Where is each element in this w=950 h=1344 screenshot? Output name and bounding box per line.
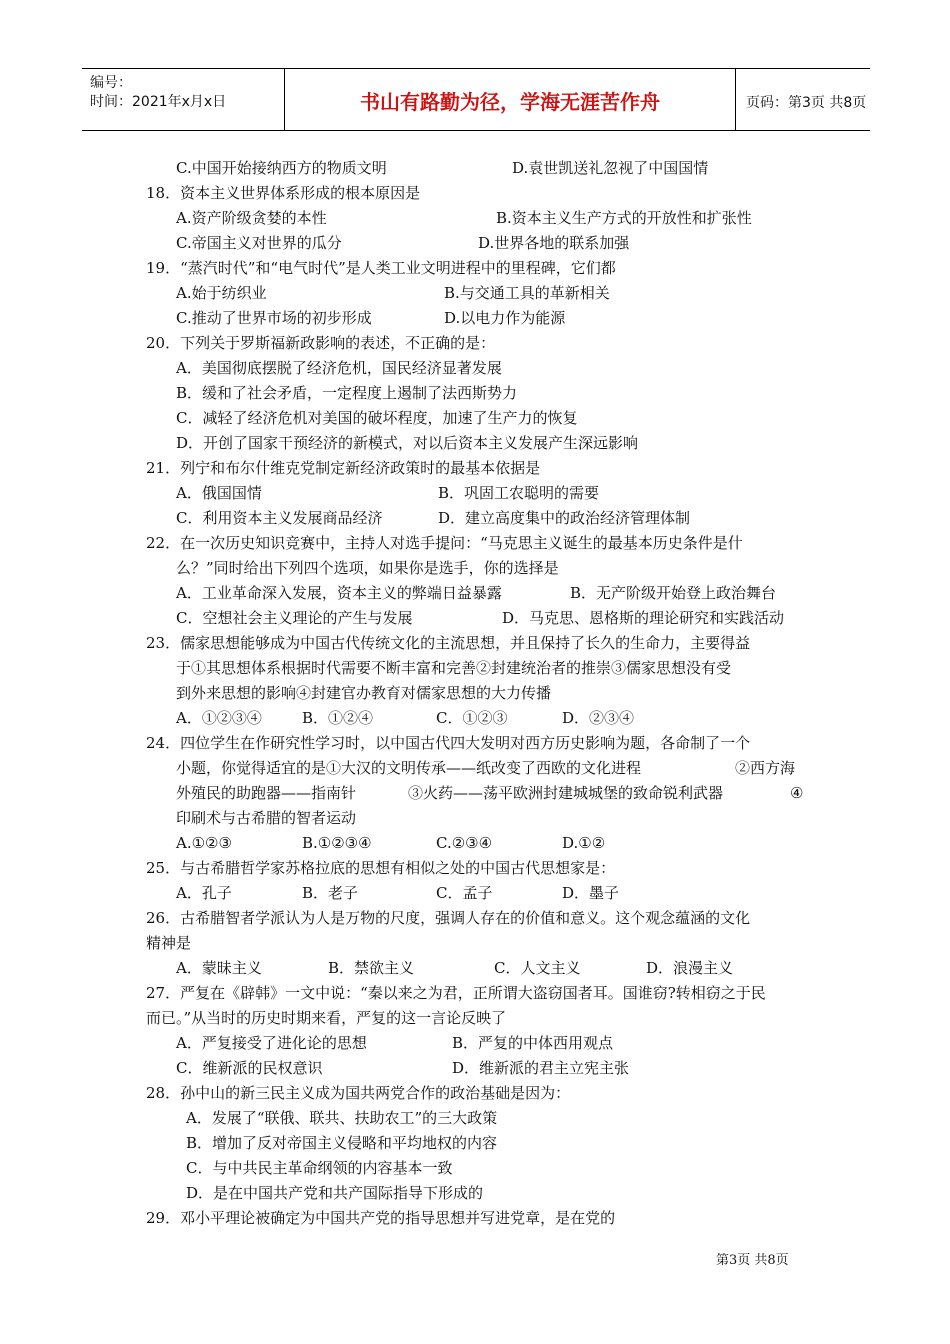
option: C．与中共民主革命纲领的内容基本一致 (186, 1159, 453, 1177)
question-stem: 25．与古希腊哲学家苏格拉底的思想有相似之处的中国古代思想家是： (146, 859, 616, 877)
option: C．人文主义 (494, 959, 581, 977)
question-stem: 20．下列关于罗斯福新政影响的表述，不正确的是： (146, 334, 496, 352)
option: A．美国彻底摆脱了经济危机，国民经济显著发展 (176, 359, 502, 377)
question-stem: 22．在一次历史知识竞赛中，主持人对选手提问：“马克思主义诞生的最基本历史条件是什 (146, 534, 743, 552)
option: C.②③④ (436, 834, 493, 852)
option: D．浪漫主义 (646, 959, 734, 977)
option: B.资本主义生产方式的开放性和扩张性 (496, 209, 752, 227)
question-stem-cont: ④ (790, 784, 804, 802)
question-stem: 23．儒家思想能够成为中国古代传统文化的主流思想，并且保持了长久的生命力，主要得益 (146, 634, 751, 652)
text-line: D.袁世凯送礼忽视了中国国情 (512, 159, 709, 177)
option: B．严复的中体西用观点 (452, 1034, 614, 1052)
option: C.帝国主义对世界的瓜分 (176, 234, 342, 252)
option: A.资产阶级贪婪的本性 (176, 209, 327, 227)
option: B．增加了反对帝国主义侵略和平均地权的内容 (186, 1134, 498, 1152)
question-stem-cont: 精神是 (146, 934, 192, 952)
question-stem-cont: 到外来思想的影响④封建官办教育对儒家思想的大力传播 (176, 684, 552, 702)
header-motto-cell (284, 69, 736, 130)
question-stem-cont: 么？”同时给出下列四个选项，如果你是选手，你的选择是 (176, 559, 559, 577)
question-stem: 29．邓小平理论被确定为中国共产党的指导思想并写进党章，是在党的 (146, 1209, 616, 1227)
question-stem: 21．列宁和布尔什维克党制定新经济政策时的最基本依据是 (146, 459, 541, 477)
option: D．马克思、恩格斯的理论研究和实践活动 (502, 609, 785, 627)
option: D．②③④ (562, 709, 635, 727)
option: D．开创了国家干预经济的新模式，对以后资本主义发展产生深远影响 (176, 434, 639, 452)
option: B．巩固工农聪明的需要 (438, 484, 600, 502)
option: A．蒙昧主义 (176, 959, 262, 977)
question-stem: 26．古希腊智者学派认为人是万物的尺度，强调人存在的价值和意义。这个观念蕴涵的文化 (146, 909, 751, 927)
question-stem-cont: 而已。”从当时的历史时期来看，严复的这一言论反映了 (146, 1009, 507, 1027)
question-stem: 18．资本主义世界体系形成的根本原因是 (146, 184, 421, 202)
page-header (82, 68, 870, 131)
option: D.世界各地的联系加强 (478, 234, 630, 252)
option: D.①② (562, 834, 606, 852)
code-label: 编号： (90, 75, 132, 91)
date-label: 时间：2021年x月x日 (90, 94, 227, 110)
question-stem-cont: ②西方海 (735, 759, 796, 777)
option: D.以电力作为能源 (444, 309, 566, 327)
question-stem: 28．孙中山的新三民主义成为国共两党合作的政治基础是因为： (146, 1084, 571, 1102)
option: C．减轻了经济危机对美国的破坏程度，加速了生产力的恢复 (176, 409, 578, 427)
option: D．维新派的君主立宪主张 (452, 1059, 630, 1077)
question-stem: 19．“蒸汽时代”和“电气时代”是人类工业文明进程中的里程碑，它们都 (146, 259, 616, 277)
option: B．缓和了社会矛盾，一定程度上遏制了法西斯势力 (176, 384, 518, 402)
option: D．建立高度集中的政治经济管理体制 (438, 509, 691, 527)
option: A．俄国国情 (176, 484, 262, 502)
question-stem: 24．四位学生在作研究性学习时，以中国古代四大发明对西方历史影响为题，各命制了一个 (146, 734, 751, 752)
option: B．老子 (302, 884, 359, 902)
option: C．利用资本主义发展商品经济 (176, 509, 383, 527)
option: A．发展了“联俄、联共、扶助农工”的三大政策 (186, 1109, 498, 1127)
option: B．①②④ (302, 709, 374, 727)
text-line: C.中国开始接纳西方的物质文明 (176, 159, 387, 177)
option: A.始于纺织业 (176, 284, 267, 302)
option: D．是在中国共产党和共产国际指导下形成的 (186, 1184, 484, 1202)
question-stem-cont: 小题，你觉得适宜的是①大汉的文明传承——纸改变了西欧的文化进程 (176, 759, 642, 777)
question-stem-cont: ③火药——荡平欧洲封建城城堡的致命锐利武器 (408, 784, 724, 802)
option: B．无产阶级开始登上政治舞台 (570, 584, 777, 602)
option: A．孔子 (176, 884, 232, 902)
option: A．工业革命深入发展，资本主义的弊端日益暴露 (176, 584, 502, 602)
option: B.与交通工具的革新相关 (444, 284, 610, 302)
question-stem-cont: 印刷术与古希腊的智者运动 (176, 809, 357, 827)
option: C．维新派的民权意识 (176, 1059, 323, 1077)
option: C．①②③ (436, 709, 508, 727)
page-info: 页码：第3页 共8页 (746, 95, 867, 111)
header-page-cell (736, 69, 870, 130)
option: A.①②③ (176, 834, 232, 852)
option: B.①②③④ (302, 834, 372, 852)
option: B．禁欲主义 (328, 959, 415, 977)
question-stem-cont: 于①其思想体系根据时代需要不断丰富和完善②封建统治者的推崇③儒家思想没有受 (176, 659, 732, 677)
option: A．①②③④ (176, 709, 262, 727)
option: D．墨子 (562, 884, 620, 902)
question-stem: 27．严复在《辟韩》一文中说：“秦以来之为君，正所谓大盗窃国者耳。国谁窃?转相窃之于民 (146, 984, 766, 1002)
option: A．严复接受了进化论的思想 (176, 1034, 367, 1052)
header-info-cell (82, 69, 284, 130)
motto: 书山有路勤为径，学海无涯苦作舟 (360, 90, 660, 114)
option: C．空想社会主义理论的产生与发展 (176, 609, 413, 627)
page-footer: 第3页 共8页 (716, 1253, 789, 1268)
option: C.推动了世界市场的初步形成 (176, 309, 372, 327)
option: C．孟子 (436, 884, 493, 902)
question-stem-cont: 外殖民的助跑器——指南针 (176, 784, 357, 802)
